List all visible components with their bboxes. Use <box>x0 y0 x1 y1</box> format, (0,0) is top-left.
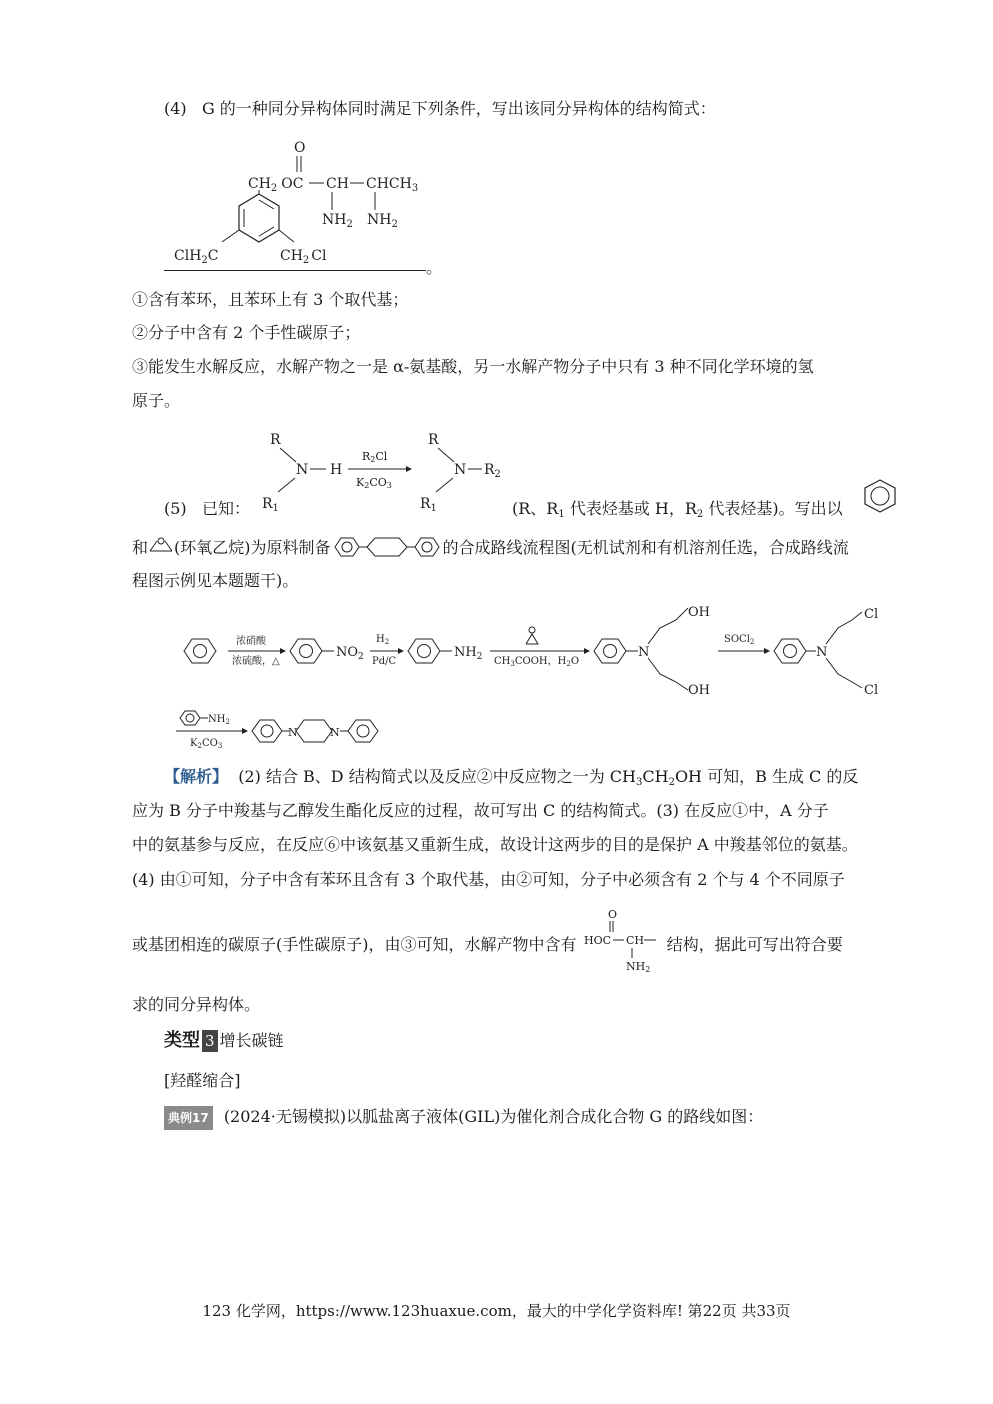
svg-text:N: N <box>330 726 340 739</box>
q4-question: (4) G 的一种同分异构体同时满足下列条件，写出该同分异构体的结构简式： <box>164 99 716 118</box>
aldol-heading: [羟醛缩合] <box>164 1071 241 1090</box>
svg-text:OH: OH <box>688 605 710 620</box>
svg-text:HOC: HOC <box>583 934 611 947</box>
svg-text:N: N <box>454 462 467 478</box>
q5-note: (R、$R_1$ 代表烃基或 H，$R_2$ 代表烃基)。写出以 <box>512 499 843 520</box>
example-badge: 典例17 <box>164 1106 213 1130</box>
svg-text:R1: $R_1$ <box>420 496 437 514</box>
svg-text:N: N <box>816 645 828 660</box>
svg-text:R2Cl: R2Cl <box>362 450 388 464</box>
svg-text:R2: $R_2$ <box>484 462 501 480</box>
q5-line3: 程图示例见本题题干)。 <box>132 571 299 590</box>
svg-text:CH2OC: $CH_2$ OC <box>248 176 304 194</box>
known-reaction <box>258 428 513 518</box>
svg-text:Pd/C: Pd/C <box>372 656 397 667</box>
svg-text:OH: OH <box>688 683 710 698</box>
svg-text:N: N <box>638 645 650 660</box>
target-molecule-icon <box>331 536 443 558</box>
analysis-line-2: 应为 B 分子中羧基与乙醇发生酯化反应的过程，故可写出 C 的结构简式。(3) 在反应①中，A 分子 <box>132 801 829 820</box>
svg-text:CH2Cl: $CH_2$ Cl <box>280 248 327 266</box>
svg-text:Cl: Cl <box>864 683 879 698</box>
analysis-line-4: (4) 由①可知，分子中含有苯环且含有 3 个取代基，由②可知，分子中必须含有 2 个与 4 个不同原子 <box>132 870 845 889</box>
analysis-line-6: 求的同分异构体。 <box>132 995 261 1014</box>
svg-text:O: O <box>607 908 617 921</box>
svg-text:H: H <box>330 462 343 478</box>
q5-label: (5) 已知： <box>164 499 250 518</box>
condition-1: ①含有苯环，且苯环上有 3 个取代基； <box>132 290 409 309</box>
svg-text:NH2: $NH_2$ <box>454 645 483 662</box>
svg-text:CH: CH <box>625 934 644 947</box>
svg-text:R: R <box>270 432 281 448</box>
q5-line2: 和 (环氧乙烷)为原料制备 的合成路线流程图(无机试剂和有机溶剂任选，合成路线流 <box>132 538 849 557</box>
svg-text:浓硝酸: 浓硝酸 <box>236 636 266 647</box>
analysis-line-5: 或基团相连的碳原子(手性碳原子)，由③可知，水解产物中含有 O HOC CH NH2 结构，据此可写出符合要 <box>132 908 843 974</box>
condition-3-cont: 原子。 <box>132 391 181 410</box>
svg-text:CH3COOH，H2O: $CH_3COOH$，$H_2O$ <box>494 656 580 668</box>
analysis-tag: 【解析】 <box>164 767 229 786</box>
carbonyl-o: O <box>294 140 306 156</box>
svg-text:浓硫酸，△: 浓硫酸，△ <box>232 656 280 667</box>
q4-answer-structure <box>164 136 454 270</box>
benzene-icon <box>862 478 898 514</box>
svg-text:N: N <box>288 726 298 739</box>
page-footer: 123 化学网，https://www.123huaxue.com，最大的中学化学资料库! 第22页 共33页 <box>202 1302 791 1320</box>
synthesis-route <box>176 600 896 752</box>
answer-underline <box>164 270 426 271</box>
epoxide-icon <box>148 537 174 555</box>
svg-text:R1: $R_1$ <box>262 496 279 514</box>
svg-text:H2: $H_2$ <box>376 634 390 646</box>
svg-text:NH2: $NH_2$ <box>322 212 353 230</box>
example-17: 典例17 (2024·无锡模拟)以胍盐离子液体(GIL)为催化剂合成化合物 G 的路线如图： <box>164 1106 930 1130</box>
svg-text:ClH2C: ClH$_2$C <box>174 248 219 266</box>
amino-acid-fragment <box>582 906 662 976</box>
type3-heading: 类型 3 增长碳链 <box>164 1030 284 1051</box>
svg-text:NH2: NH2 <box>625 960 650 974</box>
condition-3: ③能发生水解反应，水解产物之一是 α-氨基酸，另一水解产物分子中只有 3 种不同化学环境的氢 <box>132 357 814 376</box>
analysis-line-1: 【解析】 (2) 结合 B、D 结构简式以及反应②中反应物之一为 $CH_3CH_2OH$ 可知，B 生成 C 的反 <box>164 767 859 788</box>
svg-text:SOCl2: SOCl$_2$ <box>724 634 755 646</box>
svg-text:Cl: Cl <box>864 607 879 622</box>
svg-text:NH2: $NH_2$ <box>208 714 230 726</box>
svg-text:NH2: $NH_2$ <box>367 212 398 230</box>
svg-text:CHCH3: $CHCH_3$ <box>366 176 419 194</box>
svg-text:NO2: $NO_2$ <box>336 645 364 662</box>
condition-2: ②分子中含有 2 个手性碳原子； <box>132 323 361 342</box>
svg-text:N: N <box>296 462 309 478</box>
svg-text:CH: CH <box>326 176 349 192</box>
svg-text:R: R <box>428 432 439 448</box>
svg-text:K2CO3: K2CO3 <box>356 476 392 490</box>
svg-text:K2CO3: $K_2CO_3$ <box>190 738 223 750</box>
analysis-line-3: 中的氨基参与反应，在反应⑥中该氨基又重新生成，故设计这两步的目的是保护 A 中羧基邻位的氨基。 <box>132 835 858 854</box>
